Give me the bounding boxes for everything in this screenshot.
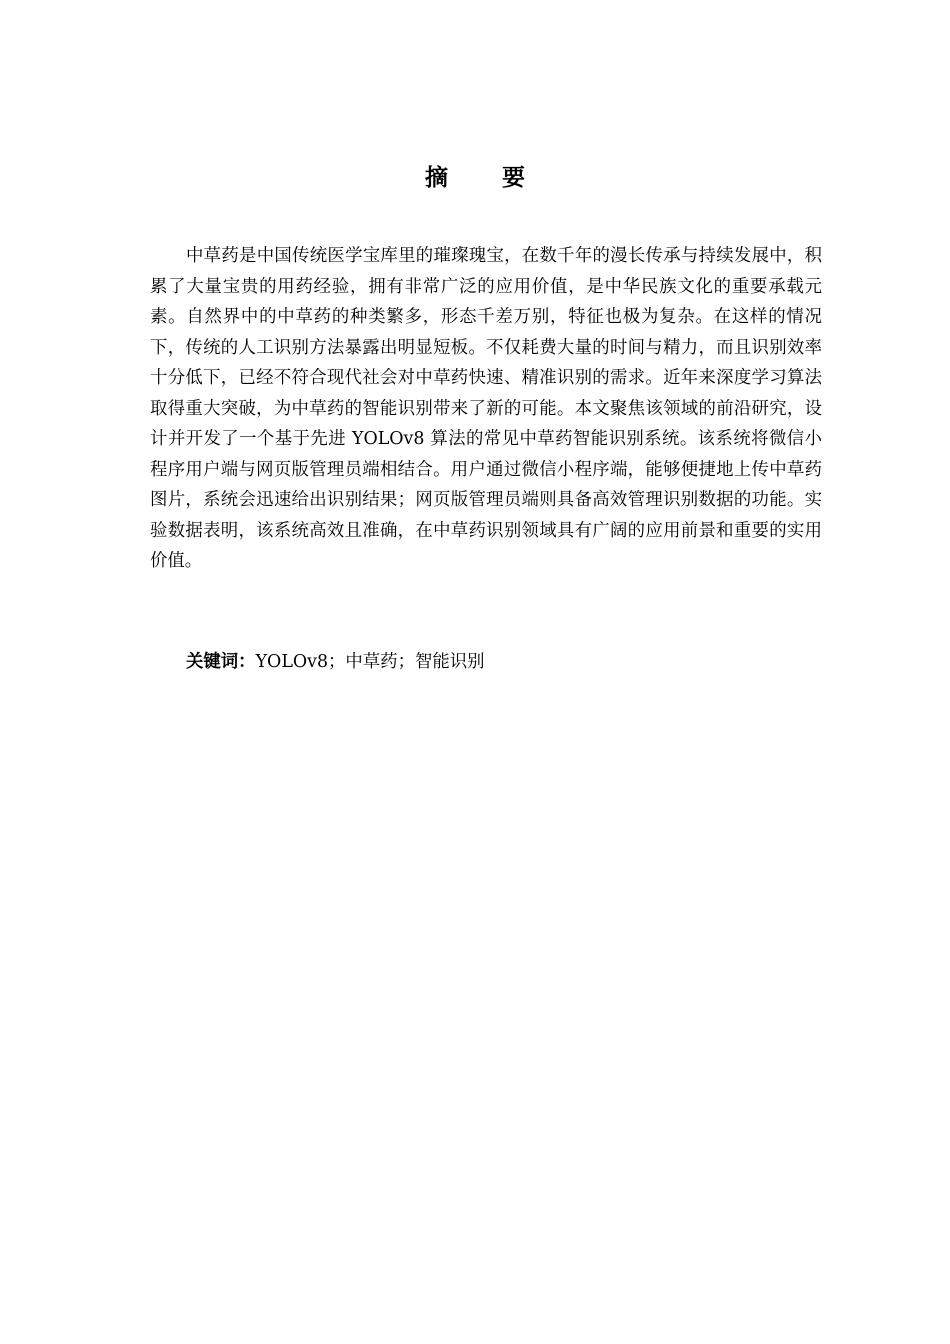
abstract-title: 摘 要 xyxy=(424,165,548,191)
abstract-paragraph: 中草药是中国传统医学宝库里的璀璨瑰宝，在数千年的漫长传承与持续发展中，积累了大量宝贵的用药经验，拥有非常广泛的应用价值，是中华民族文化的重要承载元素。自然界中的中草药的种类繁多，形态千差万别，特征也极为复杂。在这样的情况下，传统的人工识别方法暴露出明显短板。不仅耗费大量的时间与精力，而且识别效率十分低下，已经不符合现代社会对中草药快速、精准识别的需求。近年来深度学习算法取得重大突破，为中草药的智能识别带来了新的可能。本文聚焦该领域的前沿研究，设计并开发了一个基于先进 YOLOv8 算法的常见中草药智能识别系统。该系统将微信小程序用户端与网页版管理员端相结合。用户通过微信小程序端，能够便捷地上传中草药图片，系统会迅速给出识别结果；网页版管理员端则具备高效管理识别数据的功能。实验数据表明，该系统高效且准确，在中草药识别领域具有广阔的应用前景和重要的实用价值。 xyxy=(150,246,822,571)
keywords-text: YOLOv8；中草药；智能识别 xyxy=(255,652,485,672)
keywords-label: 关键词： xyxy=(186,652,256,672)
keywords-line xyxy=(150,647,822,678)
